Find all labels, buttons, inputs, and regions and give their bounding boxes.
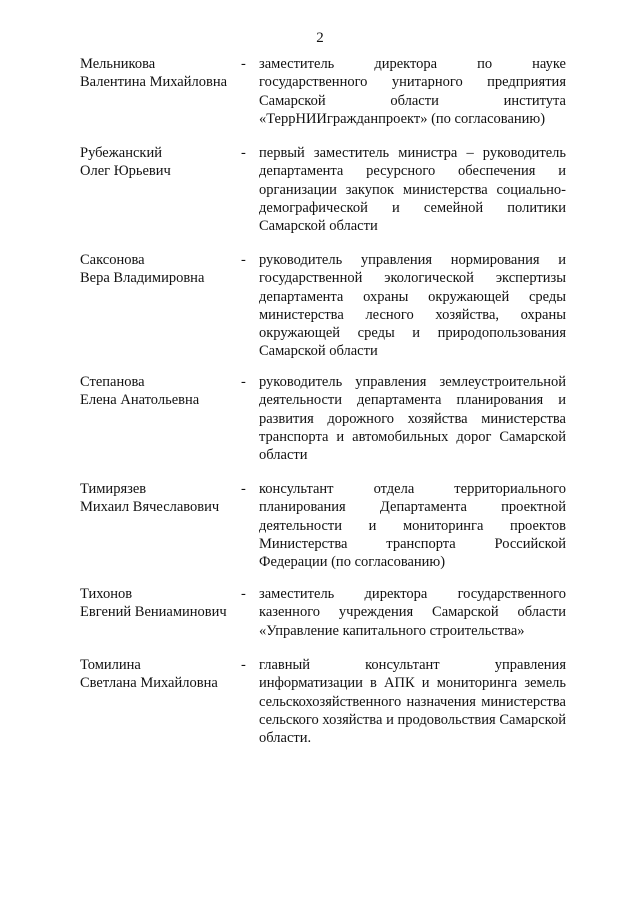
dash-separator: - [241, 657, 246, 673]
member-name [80, 373, 245, 409]
member-given-names: Михаил Вячеславович [80, 499, 220, 515]
member-surname: Тимирязев [80, 481, 147, 497]
member-given-names: Олег Юрьевич [80, 163, 171, 179]
member-position: заместитель директора по науке государственного унитарного предприятия Самарской области института «ТеррНИИгражданпроект» (по согласованию) [259, 56, 566, 127]
member-name [80, 144, 245, 180]
member-position: главный консультант управления информатизации в АПК и мониторинга земель сельскохозяйственного назначения министерства сельского хозяйства и продовольствия Самарской области. [259, 657, 566, 747]
member-position: руководитель управления нормирования и государственной экологической экспертизы департамента охраны окружающей среды министерства лесного хозяйства, охраны окружающей среды и природопользования Самарской области [259, 252, 566, 360]
member-name [80, 55, 245, 91]
dash-separator: - [241, 481, 246, 497]
member-surname: Тихонов [80, 586, 133, 602]
dash-separator: - [241, 586, 246, 602]
member-name [80, 480, 245, 516]
member-position: заместитель директора государственного казенного учреждения Самарской области «Управление капитального строительства» [259, 586, 566, 639]
member-position: руководитель управления землеустроительной деятельности департамента планирования и развития дорожного хозяйства министерства транспорта и автомобильных дорог Самарской области [259, 374, 566, 464]
member-name [80, 251, 245, 287]
member-surname: Рубежанский [80, 145, 162, 161]
dash-separator: - [241, 145, 246, 161]
member-name [80, 656, 245, 692]
member-given-names: Елена Анатольевна [80, 392, 200, 408]
member-given-names: Валентина Михайловна [80, 74, 228, 90]
member-position: консультант отдела территориального планирования Департамента проектной деятельности и мониторинга проектов Министерства транспорта Российской Федерации (по согласованию) [259, 481, 566, 571]
member-name [80, 585, 245, 621]
page-number: 2 [316, 30, 324, 46]
member-position: первый заместитель министра – руководитель департамента ресурсного обеспечения и организации закупок министерства социально-демографической и семейной политики Самарской области [259, 145, 566, 235]
member-surname: Степанова [80, 374, 145, 390]
member-given-names: Евгений Вениаминович [80, 604, 227, 620]
member-given-names: Светлана Михайловна [80, 675, 218, 691]
dash-separator: - [241, 56, 246, 72]
member-surname: Саксонова [80, 252, 145, 268]
member-surname: Мельникова [80, 56, 156, 72]
dash-separator: - [241, 374, 246, 390]
member-given-names: Вера Владимировна [80, 270, 205, 286]
dash-separator: - [241, 252, 246, 268]
member-surname: Томилина [80, 657, 141, 673]
